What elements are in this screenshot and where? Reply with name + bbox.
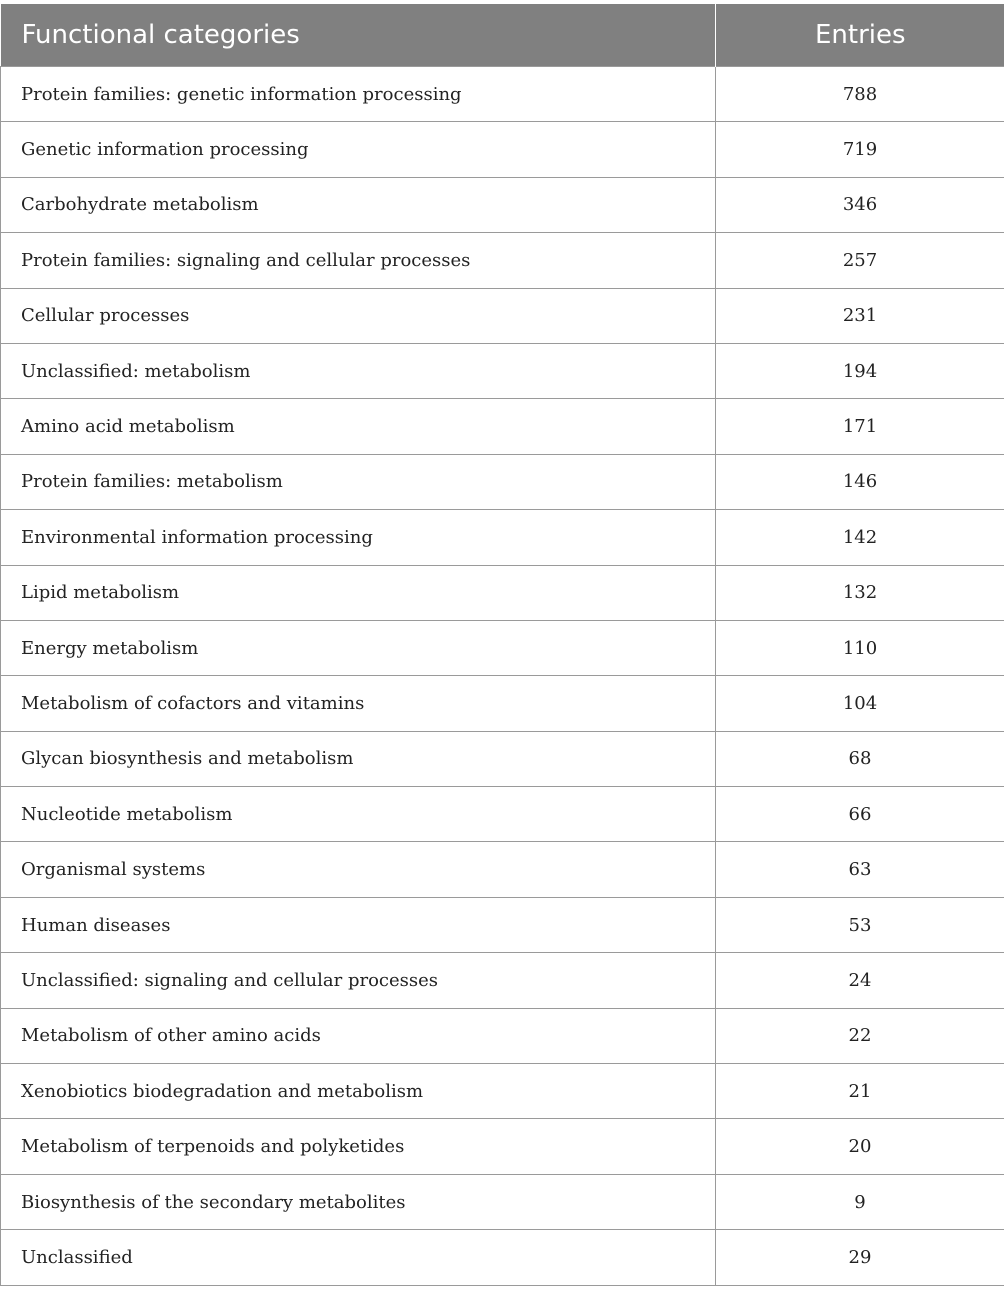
entries-cell: 110 <box>716 620 1004 675</box>
category-cell: Genetic information processing <box>1 122 716 177</box>
table-row <box>1 620 1004 675</box>
table-row <box>1 1174 1004 1229</box>
category-cell: Protein families: genetic information processing <box>1 67 716 122</box>
table-row <box>1 399 1004 454</box>
table-row <box>1 787 1004 842</box>
entries-cell: 231 <box>716 288 1004 343</box>
table-row <box>1 233 1004 288</box>
category-cell: Organismal systems <box>1 842 716 897</box>
category-cell: Protein families: metabolism <box>1 454 716 509</box>
entries-cell: 132 <box>716 565 1004 620</box>
header-entries: Entries <box>716 4 1004 67</box>
entries-cell: 53 <box>716 897 1004 952</box>
entries-cell: 29 <box>716 1230 1004 1285</box>
category-cell: Nucleotide metabolism <box>1 787 716 842</box>
table-row <box>1 842 1004 897</box>
entries-cell: 68 <box>716 731 1004 786</box>
entries-cell: 21 <box>716 1064 1004 1119</box>
table-header <box>1 4 1004 67</box>
entries-cell: 146 <box>716 454 1004 509</box>
category-cell: Metabolism of other amino acids <box>1 1008 716 1063</box>
category-cell: Environmental information processing <box>1 510 716 565</box>
table-row <box>1 1064 1004 1119</box>
entries-cell: 24 <box>716 953 1004 1008</box>
table-row <box>1 1119 1004 1174</box>
table-row <box>1 454 1004 509</box>
table-row <box>1 897 1004 952</box>
category-cell: Biosynthesis of the secondary metabolites <box>1 1174 716 1229</box>
table-row <box>1 1230 1004 1285</box>
category-cell: Metabolism of terpenoids and polyketides <box>1 1119 716 1174</box>
table-row <box>1 1008 1004 1063</box>
header-functional-categories: Functional categories <box>1 4 716 67</box>
category-cell: Cellular processes <box>1 288 716 343</box>
table-row <box>1 122 1004 177</box>
entries-cell: 194 <box>716 343 1004 398</box>
entries-cell: 257 <box>716 233 1004 288</box>
category-cell: Protein families: signaling and cellular processes <box>1 233 716 288</box>
entries-cell: 346 <box>716 177 1004 232</box>
category-cell: Lipid metabolism <box>1 565 716 620</box>
table-row <box>1 953 1004 1008</box>
entries-cell: 20 <box>716 1119 1004 1174</box>
table-row <box>1 676 1004 731</box>
functional-categories-table <box>0 4 1004 1286</box>
entries-cell: 142 <box>716 510 1004 565</box>
category-cell: Energy metabolism <box>1 620 716 675</box>
table-row <box>1 67 1004 122</box>
entries-cell: 63 <box>716 842 1004 897</box>
entries-cell: 104 <box>716 676 1004 731</box>
table-row <box>1 565 1004 620</box>
functional-categories-table-container <box>0 4 1004 1286</box>
entries-cell: 719 <box>716 122 1004 177</box>
category-cell: Xenobiotics biodegradation and metabolism <box>1 1064 716 1119</box>
category-cell: Carbohydrate metabolism <box>1 177 716 232</box>
category-cell: Unclassified: signaling and cellular processes <box>1 953 716 1008</box>
category-cell: Metabolism of cofactors and vitamins <box>1 676 716 731</box>
category-cell: Glycan biosynthesis and metabolism <box>1 731 716 786</box>
entries-cell: 66 <box>716 787 1004 842</box>
entries-cell: 171 <box>716 399 1004 454</box>
table-body <box>1 67 1004 1286</box>
table-row <box>1 177 1004 232</box>
table-row <box>1 510 1004 565</box>
header-row <box>1 4 1004 67</box>
entries-cell: 788 <box>716 67 1004 122</box>
table-row <box>1 731 1004 786</box>
entries-cell: 22 <box>716 1008 1004 1063</box>
table-row <box>1 288 1004 343</box>
entries-cell: 9 <box>716 1174 1004 1229</box>
category-cell: Unclassified: metabolism <box>1 343 716 398</box>
table-row <box>1 343 1004 398</box>
category-cell: Amino acid metabolism <box>1 399 716 454</box>
category-cell: Human diseases <box>1 897 716 952</box>
category-cell: Unclassified <box>1 1230 716 1285</box>
